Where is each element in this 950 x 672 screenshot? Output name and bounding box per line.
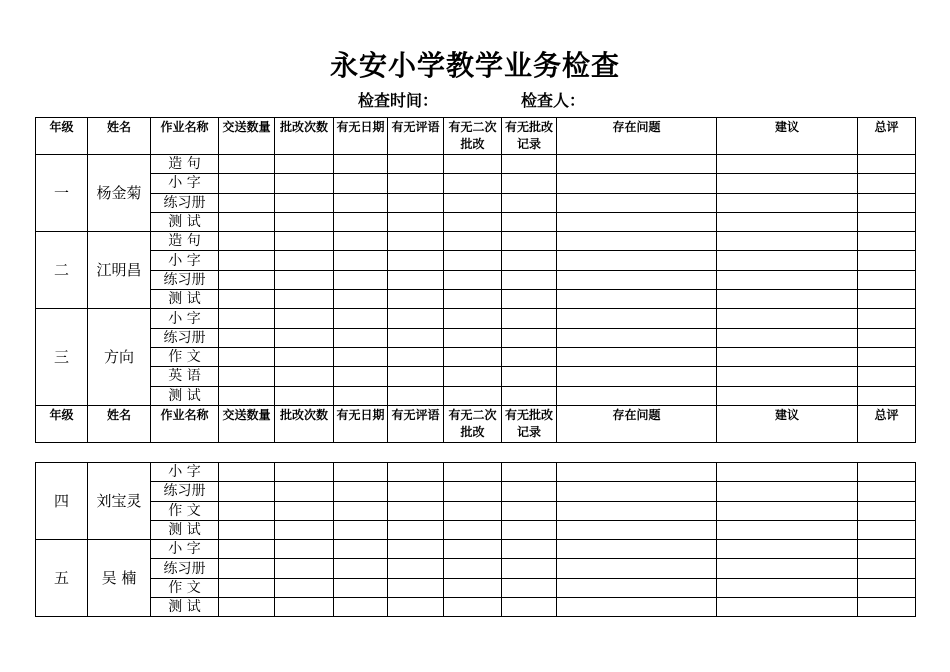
empty-entry-cell[interactable] (502, 251, 557, 270)
homework-name-cell: 造 句 (151, 155, 219, 174)
column-header: 作业名称 (151, 118, 219, 155)
empty-entry-cell[interactable] (858, 578, 916, 597)
empty-entry-cell[interactable] (557, 251, 717, 270)
empty-entry-cell[interactable] (219, 290, 275, 309)
empty-entry-cell[interactable] (388, 482, 444, 501)
table-row (36, 559, 916, 578)
empty-entry-cell[interactable] (502, 367, 557, 386)
empty-entry-cell[interactable] (858, 309, 916, 328)
homework-name-cell: 小 字 (151, 174, 219, 193)
empty-entry-cell[interactable] (219, 386, 275, 405)
empty-entry-cell[interactable] (334, 212, 388, 231)
empty-entry-cell[interactable] (717, 193, 858, 212)
homework-name-cell: 小 字 (151, 309, 219, 328)
empty-entry-cell[interactable] (275, 290, 334, 309)
table-row (36, 347, 916, 366)
empty-entry-cell[interactable] (334, 578, 388, 597)
empty-entry-cell[interactable] (717, 598, 858, 617)
column-header: 有无批改记录 (502, 405, 557, 442)
grade-cell: 四 (36, 463, 88, 540)
empty-entry-cell[interactable] (557, 386, 717, 405)
grade-cell: 二 (36, 232, 88, 309)
page-title: 永安小学教学业务检查 (329, 49, 620, 82)
homework-name-cell: 练习册 (151, 270, 219, 289)
empty-entry-cell[interactable] (219, 155, 275, 174)
table-row (36, 155, 916, 174)
empty-entry-cell[interactable] (388, 270, 444, 289)
table-row (36, 501, 916, 520)
table-row (36, 598, 916, 617)
empty-entry-cell[interactable] (388, 501, 444, 520)
empty-entry-cell[interactable] (858, 155, 916, 174)
homework-name-cell: 测 试 (151, 386, 219, 405)
homework-name-cell: 测 试 (151, 598, 219, 617)
empty-entry-cell[interactable] (557, 328, 717, 347)
inspection-table-continued (35, 462, 916, 617)
empty-entry-cell[interactable] (557, 270, 717, 289)
grade-cell: 五 (36, 540, 88, 617)
header-row (36, 405, 916, 442)
empty-entry-cell[interactable] (219, 482, 275, 501)
empty-entry-cell[interactable] (444, 540, 502, 559)
empty-entry-cell[interactable] (858, 328, 916, 347)
empty-entry-cell[interactable] (275, 559, 334, 578)
empty-entry-cell[interactable] (275, 501, 334, 520)
empty-entry-cell[interactable] (444, 463, 502, 482)
table-row (36, 212, 916, 231)
empty-entry-cell[interactable] (388, 290, 444, 309)
homework-name-cell: 作 文 (151, 347, 219, 366)
empty-entry-cell[interactable] (717, 155, 858, 174)
empty-entry-cell[interactable] (502, 290, 557, 309)
table-row (36, 482, 916, 501)
empty-entry-cell[interactable] (444, 328, 502, 347)
empty-entry-cell[interactable] (275, 251, 334, 270)
empty-entry-cell[interactable] (557, 578, 717, 597)
empty-entry-cell[interactable] (388, 559, 444, 578)
empty-entry-cell[interactable] (858, 540, 916, 559)
empty-entry-cell[interactable] (275, 270, 334, 289)
column-header: 交送数量 (219, 118, 275, 155)
empty-entry-cell[interactable] (334, 270, 388, 289)
column-header: 建议 (717, 405, 858, 442)
empty-entry-cell[interactable] (275, 598, 334, 617)
empty-entry-cell[interactable] (444, 578, 502, 597)
empty-entry-cell[interactable] (219, 347, 275, 366)
empty-entry-cell[interactable] (444, 270, 502, 289)
empty-entry-cell[interactable] (858, 367, 916, 386)
empty-entry-cell[interactable] (717, 386, 858, 405)
empty-entry-cell[interactable] (557, 347, 717, 366)
empty-entry-cell[interactable] (334, 482, 388, 501)
empty-entry-cell[interactable] (219, 578, 275, 597)
empty-entry-cell[interactable] (334, 540, 388, 559)
empty-entry-cell[interactable] (444, 309, 502, 328)
empty-entry-cell[interactable] (858, 232, 916, 251)
empty-entry-cell[interactable] (275, 155, 334, 174)
empty-entry-cell[interactable] (444, 155, 502, 174)
empty-entry-cell[interactable] (444, 232, 502, 251)
empty-entry-cell[interactable] (388, 578, 444, 597)
empty-entry-cell[interactable] (275, 212, 334, 231)
teacher-name-cell: 吴 楠 (88, 540, 151, 617)
empty-entry-cell[interactable] (219, 540, 275, 559)
empty-entry-cell[interactable] (858, 347, 916, 366)
empty-entry-cell[interactable] (275, 367, 334, 386)
empty-entry-cell[interactable] (388, 251, 444, 270)
column-header: 批改次数 (275, 405, 334, 442)
empty-entry-cell[interactable] (275, 463, 334, 482)
column-header: 姓名 (88, 405, 151, 442)
empty-entry-cell[interactable] (334, 386, 388, 405)
empty-entry-cell[interactable] (334, 328, 388, 347)
teacher-name-cell: 方向 (88, 309, 151, 405)
column-header: 总评 (858, 405, 916, 442)
empty-entry-cell[interactable] (444, 501, 502, 520)
column-header: 总评 (858, 118, 916, 155)
empty-entry-cell[interactable] (717, 251, 858, 270)
grade-cell: 三 (36, 309, 88, 405)
empty-entry-cell[interactable] (557, 212, 717, 231)
empty-entry-cell[interactable] (502, 386, 557, 405)
empty-entry-cell[interactable] (557, 540, 717, 559)
empty-entry-cell[interactable] (858, 501, 916, 520)
empty-entry-cell[interactable] (502, 155, 557, 174)
empty-entry-cell[interactable] (388, 212, 444, 231)
empty-entry-cell[interactable] (334, 367, 388, 386)
check-time-label: 检查时间： (358, 91, 439, 110)
empty-entry-cell[interactable] (219, 501, 275, 520)
empty-entry-cell[interactable] (275, 174, 334, 193)
empty-entry-cell[interactable] (502, 212, 557, 231)
homework-name-cell: 测 试 (151, 520, 219, 539)
homework-name-cell: 练习册 (151, 193, 219, 212)
empty-entry-cell[interactable] (502, 309, 557, 328)
empty-entry-cell[interactable] (444, 367, 502, 386)
empty-entry-cell[interactable] (334, 232, 388, 251)
empty-entry-cell[interactable] (334, 251, 388, 270)
empty-entry-cell[interactable] (717, 559, 858, 578)
empty-entry-cell[interactable] (502, 270, 557, 289)
table-row (36, 270, 916, 289)
empty-entry-cell[interactable] (717, 212, 858, 231)
empty-entry-cell[interactable] (388, 193, 444, 212)
empty-entry-cell[interactable] (444, 482, 502, 501)
empty-entry-cell[interactable] (334, 193, 388, 212)
table-row (36, 309, 916, 328)
empty-entry-cell[interactable] (275, 578, 334, 597)
empty-entry-cell[interactable] (557, 598, 717, 617)
column-header: 有无日期 (334, 405, 388, 442)
empty-entry-cell[interactable] (334, 290, 388, 309)
table-row (36, 463, 916, 482)
empty-entry-cell[interactable] (334, 501, 388, 520)
empty-entry-cell[interactable] (502, 559, 557, 578)
empty-entry-cell[interactable] (717, 347, 858, 366)
teacher-name-cell: 刘宝灵 (88, 463, 151, 540)
empty-entry-cell[interactable] (388, 520, 444, 539)
empty-entry-cell[interactable] (334, 598, 388, 617)
empty-entry-cell[interactable] (717, 578, 858, 597)
empty-entry-cell[interactable] (717, 328, 858, 347)
empty-entry-cell[interactable] (275, 309, 334, 328)
empty-entry-cell[interactable] (275, 482, 334, 501)
empty-entry-cell[interactable] (334, 347, 388, 366)
empty-entry-cell[interactable] (334, 559, 388, 578)
empty-entry-cell[interactable] (557, 290, 717, 309)
empty-entry-cell[interactable] (858, 174, 916, 193)
empty-entry-cell[interactable] (388, 598, 444, 617)
empty-entry-cell[interactable] (219, 212, 275, 231)
teacher-name-cell: 杨金菊 (88, 155, 151, 232)
empty-entry-cell[interactable] (557, 174, 717, 193)
table-row (36, 174, 916, 193)
empty-entry-cell[interactable] (858, 463, 916, 482)
empty-entry-cell[interactable] (275, 540, 334, 559)
empty-entry-cell[interactable] (858, 270, 916, 289)
column-header: 年级 (36, 118, 88, 155)
empty-entry-cell[interactable] (858, 193, 916, 212)
column-header: 建议 (717, 118, 858, 155)
empty-entry-cell[interactable] (275, 193, 334, 212)
column-header: 年级 (36, 405, 88, 442)
column-header: 有无评语 (388, 405, 444, 442)
empty-entry-cell[interactable] (275, 520, 334, 539)
homework-name-cell: 练习册 (151, 328, 219, 347)
empty-entry-cell[interactable] (557, 501, 717, 520)
empty-entry-cell[interactable] (388, 367, 444, 386)
empty-entry-cell[interactable] (557, 232, 717, 251)
empty-entry-cell[interactable] (717, 232, 858, 251)
empty-entry-cell[interactable] (275, 232, 334, 251)
empty-entry-cell[interactable] (388, 155, 444, 174)
empty-entry-cell[interactable] (388, 328, 444, 347)
empty-entry-cell[interactable] (444, 290, 502, 309)
homework-name-cell: 英 语 (151, 367, 219, 386)
empty-entry-cell[interactable] (444, 598, 502, 617)
empty-entry-cell[interactable] (717, 501, 858, 520)
empty-entry-cell[interactable] (502, 501, 557, 520)
column-header: 批改次数 (275, 118, 334, 155)
empty-entry-cell[interactable] (502, 174, 557, 193)
empty-entry-cell[interactable] (444, 559, 502, 578)
empty-entry-cell[interactable] (858, 251, 916, 270)
homework-name-cell: 造 句 (151, 232, 219, 251)
empty-entry-cell[interactable] (557, 155, 717, 174)
column-header: 有无评语 (388, 118, 444, 155)
homework-name-cell: 小 字 (151, 540, 219, 559)
empty-entry-cell[interactable] (502, 232, 557, 251)
empty-entry-cell[interactable] (858, 482, 916, 501)
empty-entry-cell[interactable] (858, 598, 916, 617)
empty-entry-cell[interactable] (557, 559, 717, 578)
empty-entry-cell[interactable] (219, 232, 275, 251)
table-row (36, 251, 916, 270)
column-header: 有无二次批改 (444, 405, 502, 442)
inspector-label: 检查人： (521, 91, 586, 110)
empty-entry-cell[interactable] (444, 212, 502, 231)
empty-entry-cell[interactable] (502, 540, 557, 559)
table-row (36, 290, 916, 309)
empty-entry-cell[interactable] (444, 386, 502, 405)
homework-name-cell: 小 字 (151, 251, 219, 270)
empty-entry-cell[interactable] (275, 386, 334, 405)
empty-entry-cell[interactable] (557, 309, 717, 328)
empty-entry-cell[interactable] (334, 463, 388, 482)
empty-entry-cell[interactable] (388, 386, 444, 405)
empty-entry-cell[interactable] (444, 520, 502, 539)
empty-entry-cell[interactable] (557, 482, 717, 501)
table-row (36, 540, 916, 559)
empty-entry-cell[interactable] (502, 193, 557, 212)
empty-entry-cell[interactable] (334, 520, 388, 539)
empty-entry-cell[interactable] (334, 309, 388, 328)
empty-entry-cell[interactable] (444, 193, 502, 212)
homework-name-cell: 作 文 (151, 501, 219, 520)
empty-entry-cell[interactable] (388, 347, 444, 366)
empty-entry-cell[interactable] (388, 174, 444, 193)
empty-entry-cell[interactable] (858, 520, 916, 539)
empty-entry-cell[interactable] (502, 347, 557, 366)
empty-entry-cell[interactable] (219, 367, 275, 386)
column-header: 有无日期 (334, 118, 388, 155)
homework-name-cell: 练习册 (151, 482, 219, 501)
grade-cell: 一 (36, 155, 88, 232)
empty-entry-cell[interactable] (219, 193, 275, 212)
empty-entry-cell[interactable] (858, 290, 916, 309)
homework-name-cell: 小 字 (151, 463, 219, 482)
empty-entry-cell[interactable] (717, 367, 858, 386)
column-header: 存在问题 (557, 118, 717, 155)
table-row (36, 193, 916, 212)
empty-entry-cell[interactable] (219, 559, 275, 578)
table-row (36, 386, 916, 405)
homework-name-cell: 作 文 (151, 578, 219, 597)
empty-entry-cell[interactable] (502, 482, 557, 501)
empty-entry-cell[interactable] (717, 463, 858, 482)
inspection-table-main (35, 117, 916, 443)
table-row (36, 520, 916, 539)
empty-entry-cell[interactable] (557, 193, 717, 212)
empty-entry-cell[interactable] (444, 174, 502, 193)
empty-entry-cell[interactable] (717, 290, 858, 309)
empty-entry-cell[interactable] (219, 598, 275, 617)
empty-entry-cell[interactable] (858, 386, 916, 405)
empty-entry-cell[interactable] (717, 309, 858, 328)
homework-name-cell: 测 试 (151, 212, 219, 231)
empty-entry-cell[interactable] (334, 174, 388, 193)
empty-entry-cell[interactable] (334, 155, 388, 174)
empty-entry-cell[interactable] (717, 270, 858, 289)
empty-entry-cell[interactable] (219, 270, 275, 289)
empty-entry-cell[interactable] (388, 463, 444, 482)
empty-entry-cell[interactable] (502, 520, 557, 539)
empty-entry-cell[interactable] (557, 520, 717, 539)
homework-name-cell: 练习册 (151, 559, 219, 578)
empty-entry-cell[interactable] (219, 463, 275, 482)
empty-entry-cell[interactable] (557, 463, 717, 482)
column-header: 有无批改记录 (502, 118, 557, 155)
empty-entry-cell[interactable] (275, 347, 334, 366)
empty-entry-cell[interactable] (219, 174, 275, 193)
empty-entry-cell[interactable] (219, 520, 275, 539)
empty-entry-cell[interactable] (858, 212, 916, 231)
empty-entry-cell[interactable] (557, 367, 717, 386)
empty-entry-cell[interactable] (275, 328, 334, 347)
table-row (36, 578, 916, 597)
empty-entry-cell[interactable] (858, 559, 916, 578)
empty-entry-cell[interactable] (444, 347, 502, 366)
empty-entry-cell[interactable] (717, 174, 858, 193)
empty-entry-cell[interactable] (444, 251, 502, 270)
empty-entry-cell[interactable] (219, 328, 275, 347)
column-header: 交送数量 (219, 405, 275, 442)
empty-entry-cell[interactable] (502, 578, 557, 597)
homework-name-cell: 测 试 (151, 290, 219, 309)
empty-entry-cell[interactable] (502, 328, 557, 347)
column-header: 作业名称 (151, 405, 219, 442)
column-header: 存在问题 (557, 405, 717, 442)
empty-entry-cell[interactable] (388, 309, 444, 328)
column-header: 姓名 (88, 118, 151, 155)
header-row (36, 118, 916, 155)
table-row (36, 328, 916, 347)
empty-entry-cell[interactable] (502, 463, 557, 482)
empty-entry-cell[interactable] (717, 520, 858, 539)
table-row (36, 367, 916, 386)
empty-entry-cell[interactable] (388, 540, 444, 559)
empty-entry-cell[interactable] (388, 232, 444, 251)
empty-entry-cell[interactable] (717, 482, 858, 501)
empty-entry-cell[interactable] (219, 309, 275, 328)
empty-entry-cell[interactable] (502, 598, 557, 617)
table-row (36, 232, 916, 251)
empty-entry-cell[interactable] (717, 540, 858, 559)
teacher-name-cell: 江明昌 (88, 232, 151, 309)
empty-entry-cell[interactable] (219, 251, 275, 270)
column-header: 有无二次批改 (444, 118, 502, 155)
